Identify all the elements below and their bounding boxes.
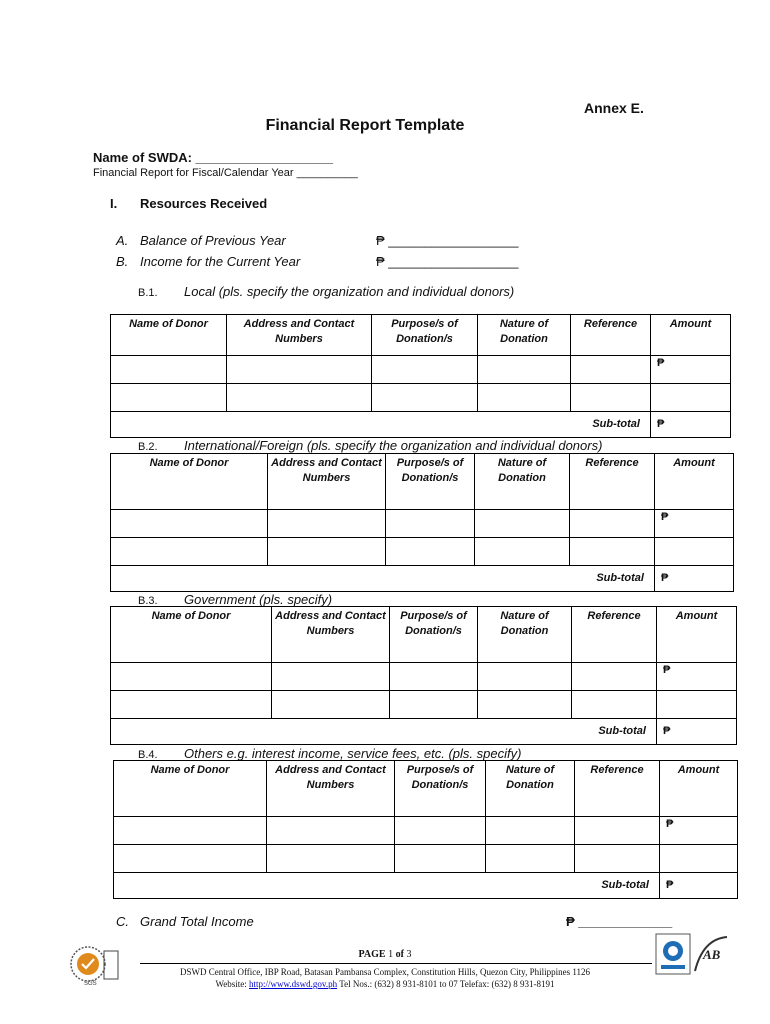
- section-heading: [110, 196, 267, 211]
- cell-address[interactable]: [268, 538, 386, 566]
- header-address: Address and Contact Numbers: [268, 454, 386, 510]
- table-row: [111, 538, 734, 566]
- subtotal-label: Sub-total: [111, 566, 655, 592]
- header-reference: Reference: [570, 454, 655, 510]
- table-code: B.1.: [138, 287, 158, 299]
- cell-address[interactable]: [227, 356, 372, 384]
- header-nature: Nature of Donation: [478, 315, 571, 356]
- cell-nature[interactable]: [486, 845, 575, 873]
- section-number: I.: [110, 196, 118, 211]
- balance-previous-year-line: [116, 233, 286, 248]
- header-purpose: Purpose/s of Donation/s: [395, 761, 486, 817]
- subtotal-label: Sub-total: [114, 873, 660, 899]
- subtotal-label: Sub-total: [111, 412, 651, 438]
- cell-reference[interactable]: [575, 817, 660, 845]
- cell-address[interactable]: [272, 691, 390, 719]
- cell-amount[interactable]: ₱: [655, 510, 734, 538]
- cell-nature[interactable]: [478, 384, 571, 412]
- table-title: Others e.g. interest income, service fees, etc. (pls. specify): [184, 746, 522, 761]
- grand-total-value: ₱ _____________: [566, 914, 673, 929]
- cell-donor[interactable]: [114, 817, 267, 845]
- cell-address[interactable]: [227, 384, 372, 412]
- page-total: 3: [406, 949, 412, 960]
- header-name-of-donor: Name of Donor: [111, 607, 272, 663]
- cell-reference[interactable]: [571, 356, 651, 384]
- table-label-others: [138, 746, 521, 761]
- section-title: Resources Received: [140, 196, 268, 211]
- header-name-of-donor: Name of Donor: [111, 315, 227, 356]
- seal-text: SGS: [84, 981, 97, 987]
- accreditation-logo-icon: [655, 933, 731, 977]
- table-title: International/Foreign (pls. specify the organization and individual donors): [184, 438, 603, 453]
- header-nature: Nature of Donation: [486, 761, 575, 817]
- cell-amount[interactable]: [657, 691, 737, 719]
- cell-nature[interactable]: [478, 356, 571, 384]
- donor-table-others: [113, 760, 738, 899]
- table-code: B.2.: [138, 441, 158, 453]
- header-reference: Reference: [571, 315, 651, 356]
- cell-nature[interactable]: [486, 817, 575, 845]
- cell-amount[interactable]: ₱: [657, 663, 737, 691]
- header-purpose: Purpose/s of Donation/s: [372, 315, 478, 356]
- income-current-year-value: ₱ __________________: [376, 254, 519, 269]
- cell-donor[interactable]: [111, 356, 227, 384]
- cell-address[interactable]: [267, 845, 395, 873]
- page-prefix: PAGE: [358, 949, 386, 960]
- subtotal-label: Sub-total: [111, 719, 657, 745]
- donor-table-local: [110, 314, 731, 438]
- cell-donor[interactable]: [111, 384, 227, 412]
- page-current: 1: [388, 949, 394, 960]
- subtotal-amount[interactable]: ₱: [651, 412, 731, 438]
- header-nature: Nature of Donation: [478, 607, 572, 663]
- annex-label: Annex E.: [584, 100, 644, 116]
- table-row: [111, 510, 734, 538]
- header-purpose: Purpose/s of Donation/s: [390, 607, 478, 663]
- cell-donor[interactable]: [111, 510, 268, 538]
- cell-address[interactable]: [272, 663, 390, 691]
- header-amount: Amount: [651, 315, 731, 356]
- cell-amount[interactable]: ₱: [660, 817, 738, 845]
- line-letter: B.: [116, 254, 129, 269]
- footer-divider: [140, 963, 652, 964]
- table-row: [111, 663, 737, 691]
- fiscal-year-field: Financial Report for Fiscal/Calendar Year __________: [93, 167, 358, 179]
- subtotal-row: [111, 412, 731, 438]
- cell-reference[interactable]: [575, 845, 660, 873]
- line-letter: A.: [116, 233, 129, 248]
- header-nature: Nature of Donation: [475, 454, 570, 510]
- cell-purpose[interactable]: [386, 538, 475, 566]
- table-row: [111, 384, 731, 412]
- income-current-year-line: [116, 254, 300, 269]
- header-name-of-donor: Name of Donor: [111, 454, 268, 510]
- subtotal-row: [111, 566, 734, 592]
- grand-total-line: [116, 914, 254, 929]
- subtotal-amount[interactable]: ₱: [660, 873, 738, 899]
- header-amount: Amount: [660, 761, 738, 817]
- cell-donor[interactable]: [111, 691, 272, 719]
- contact-numbers: Tel Nos.: (632) 8 931-8101 to 07 Telefax: (632) 8 931-8191: [339, 979, 555, 989]
- cell-donor[interactable]: [114, 845, 267, 873]
- line-text: Balance of Previous Year: [140, 233, 286, 248]
- header-reference: Reference: [572, 607, 657, 663]
- header-purpose: Purpose/s of Donation/s: [386, 454, 475, 510]
- line-text: Income for the Current Year: [140, 254, 301, 269]
- cell-amount[interactable]: ₱: [651, 356, 731, 384]
- header-address: Address and Contact Numbers: [227, 315, 372, 356]
- cell-purpose[interactable]: [386, 510, 475, 538]
- footer-contact-line: [0, 978, 770, 990]
- table-label-government: [138, 592, 332, 607]
- cell-nature[interactable]: [475, 538, 570, 566]
- logo-text: AB: [703, 947, 721, 962]
- table-code: B.3.: [138, 595, 158, 607]
- subtotal-amount[interactable]: ₱: [657, 719, 737, 745]
- header-amount: Amount: [655, 454, 734, 510]
- cell-purpose[interactable]: [395, 845, 486, 873]
- cell-amount[interactable]: [660, 845, 738, 873]
- donor-table-international: [110, 453, 734, 592]
- table-label-local: [138, 284, 514, 299]
- cell-purpose[interactable]: [390, 691, 478, 719]
- grand-total-label: Grand Total Income: [140, 914, 254, 929]
- balance-previous-year-value: ₱ __________________: [376, 233, 519, 248]
- header-address: Address and Contact Numbers: [272, 607, 390, 663]
- cell-reference[interactable]: [570, 510, 655, 538]
- cell-nature[interactable]: [478, 663, 572, 691]
- cell-nature[interactable]: [475, 510, 570, 538]
- page-of: of: [395, 949, 404, 960]
- table-code: B.4.: [138, 749, 158, 761]
- cell-address[interactable]: [268, 510, 386, 538]
- subtotal-row: [114, 873, 738, 899]
- table-label-international: [138, 438, 602, 453]
- header-address: Address and Contact Numbers: [267, 761, 395, 817]
- cell-amount[interactable]: [655, 538, 734, 566]
- cell-amount[interactable]: [651, 384, 731, 412]
- website-link[interactable]: http://www.dswd.gov.ph: [249, 979, 338, 989]
- cell-purpose[interactable]: [372, 384, 478, 412]
- cell-donor[interactable]: [111, 663, 272, 691]
- table-row: [114, 845, 738, 873]
- header-name-of-donor: Name of Donor: [114, 761, 267, 817]
- donor-table-government: [110, 606, 737, 745]
- table-row: [114, 817, 738, 845]
- cell-reference[interactable]: [572, 691, 657, 719]
- header-reference: Reference: [575, 761, 660, 817]
- cell-address[interactable]: [267, 817, 395, 845]
- cell-reference[interactable]: [571, 384, 651, 412]
- cell-reference[interactable]: [572, 663, 657, 691]
- header-amount: Amount: [657, 607, 737, 663]
- cell-purpose[interactable]: [372, 356, 478, 384]
- website-label: Website:: [215, 979, 247, 989]
- cell-purpose[interactable]: [395, 817, 486, 845]
- swda-name-field: Name of SWDA: ___________________: [93, 150, 333, 165]
- cell-nature[interactable]: [478, 691, 572, 719]
- subtotal-amount[interactable]: ₱: [655, 566, 734, 592]
- table-row: [111, 691, 737, 719]
- office-address: DSWD Central Office, IBP Road, Batasan Pambansa Complex, Constitution Hills, Quezon City, Philippines 1126: [179, 967, 591, 977]
- line-letter: C.: [116, 914, 129, 929]
- table-title: Local (pls. specify the organization and individual donors): [184, 284, 515, 299]
- table-row: [111, 356, 731, 384]
- cell-donor[interactable]: [111, 538, 268, 566]
- table-title: Government (pls. specify): [184, 592, 333, 607]
- cell-purpose[interactable]: [390, 663, 478, 691]
- cell-reference[interactable]: [570, 538, 655, 566]
- document-title: Financial Report Template: [265, 117, 465, 134]
- subtotal-row: [111, 719, 737, 745]
